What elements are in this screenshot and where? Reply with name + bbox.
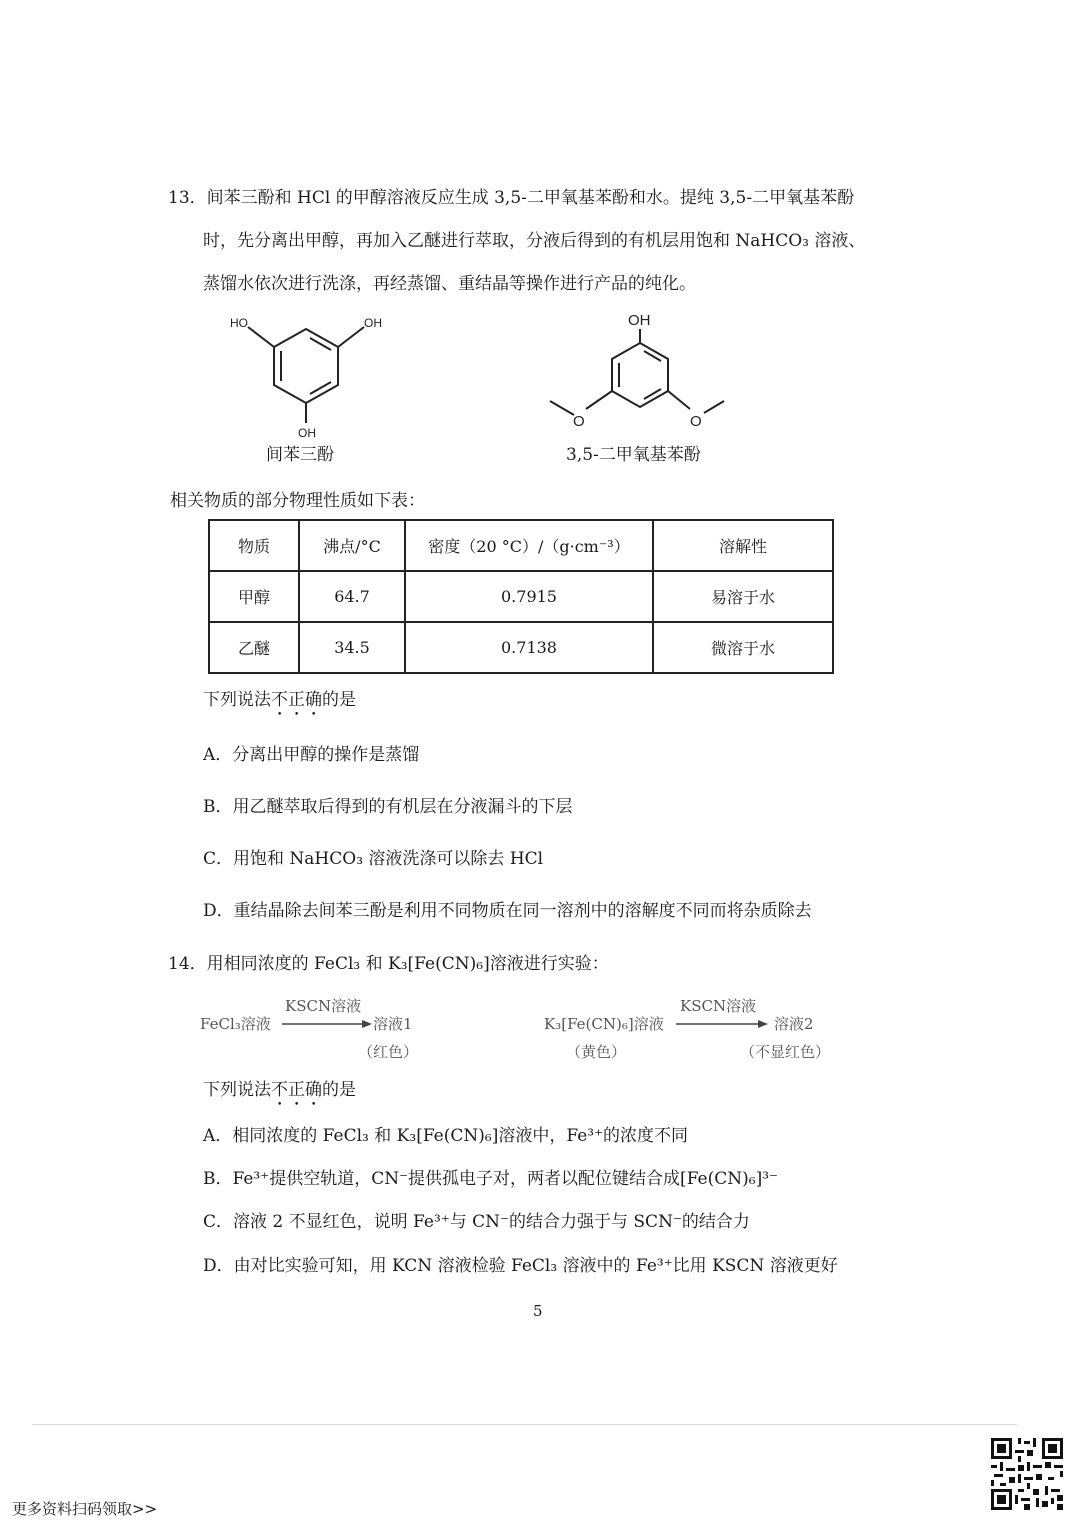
header-cell: 密度（20 °C）/（g·cm⁻³）	[405, 520, 653, 571]
table-row	[209, 571, 833, 622]
exp1-product: 溶液1	[373, 1015, 413, 1033]
q14-option-b: B．Fe³⁺提供空轨道，CN⁻提供孤电子对，两者以配位键结合成[Fe(CN)₆]³⁻	[203, 1169, 779, 1189]
q14-prompt	[203, 1078, 356, 1110]
exp2-product: 溶液2	[774, 1015, 814, 1033]
q13-option-b: B．用乙醚萃取后得到的有机层在分液漏斗的下层	[203, 797, 573, 817]
footer-divider	[32, 1424, 1017, 1425]
exp2-note: （不显红色）	[740, 1043, 831, 1061]
q13-option-c: C．用饱和 NaHCO₃ 溶液洗涤可以除去 HCl	[203, 849, 544, 869]
ho-left-label: HO	[230, 316, 248, 330]
prompt-prefix: 下列说法	[203, 1080, 271, 1100]
table-intro: 相关物质的部分物理性质如下表：	[170, 491, 425, 511]
prompt-prefix: 下列说法	[203, 690, 271, 710]
qr-code-icon[interactable]	[988, 1435, 1066, 1513]
properties-table	[208, 519, 834, 674]
table-header-row	[209, 520, 833, 571]
q13-stem-line3: 蒸馏水依次进行洗涤，再经蒸馏、重结晶等操作进行产品的纯化。	[203, 274, 696, 294]
q14-option-c: C．溶液 2 不显红色，说明 Fe³⁺与 CN⁻的结合力强于与 SCN⁻的结合力	[203, 1212, 750, 1232]
exp1-note: （红色）	[358, 1043, 419, 1061]
q13-option-d: D．重结晶除去间苯三酚是利用不同物质在同一溶剂中的溶解度不同而将杂质除去	[203, 901, 812, 921]
header-cell: 沸点/°C	[299, 520, 405, 571]
struct1-caption: 间苯三酚	[266, 445, 334, 465]
footer-link[interactable]: 更多资料扫码领取>>	[12, 1500, 158, 1518]
table-cell: 34.5	[299, 622, 405, 673]
table-cell: 64.7	[299, 571, 405, 622]
phloroglucinol-structure	[210, 305, 410, 445]
q13-stem-line2: 时，先分离出甲醇，再加入乙醚进行萃取，分液后得到的有机层用饱和 NaHCO₃ 溶液、	[203, 231, 866, 251]
o-left-label: O	[573, 413, 585, 430]
table-cell: 微溶于水	[653, 622, 833, 673]
q14-option-d: D．由对比实验可知，用 KCN 溶液检验 FeCl₃ 溶液中的 Fe³⁺比用 KSCN 溶液更好	[203, 1256, 838, 1276]
page-number: 5	[533, 1302, 543, 1320]
prompt-emphasis: 不正确	[271, 1080, 322, 1100]
exp1-reagent: KSCN溶液	[285, 997, 362, 1015]
struct2-caption: 3,5-二甲氧基苯酚	[566, 445, 701, 465]
arrow-right-icon	[676, 1018, 768, 1030]
o-right-label: O	[690, 413, 702, 430]
table-row	[209, 622, 833, 673]
oh-right-label: OH	[364, 316, 382, 330]
q14-stem: 14．用相同浓度的 FeCl₃ 和 K₃[Fe(CN)₆]溶液进行实验：	[168, 954, 609, 974]
arrow-right-icon	[282, 1018, 372, 1030]
header-cell: 溶解性	[653, 520, 833, 571]
prompt-emphasis: 不正确	[271, 690, 322, 710]
q13-stem-line1: 13．间苯三酚和 HCl 的甲醇溶液反应生成 3,5-二甲氧基苯酚和水。提纯 3,5-二甲氧基苯酚	[168, 188, 855, 208]
table-cell: 易溶于水	[653, 571, 833, 622]
prompt-suffix: 的是	[322, 1080, 356, 1100]
exp2-reagent: KSCN溶液	[680, 997, 757, 1015]
oh-top-label: OH	[628, 312, 651, 329]
q14-option-a: A．相同浓度的 FeCl₃ 和 K₃[Fe(CN)₆]溶液中，Fe³⁺的浓度不同	[203, 1126, 689, 1146]
prompt-suffix: 的是	[322, 690, 356, 710]
oh-bottom-label: OH	[298, 426, 316, 440]
table-cell: 0.7138	[405, 622, 653, 673]
table-cell: 乙醚	[209, 622, 299, 673]
q13-prompt	[203, 688, 356, 720]
dimethoxyphenol-structure	[540, 305, 740, 445]
exp2-reactant-note: （黄色）	[566, 1043, 627, 1061]
header-cell: 物质	[209, 520, 299, 571]
exp2-reactant: K₃[Fe(CN)₆]溶液	[544, 1015, 664, 1033]
q13-option-a: A．分离出甲醇的操作是蒸馏	[203, 745, 420, 765]
table-cell: 甲醇	[209, 571, 299, 622]
table-cell: 0.7915	[405, 571, 653, 622]
exp1-reactant: FeCl₃溶液	[200, 1015, 271, 1033]
